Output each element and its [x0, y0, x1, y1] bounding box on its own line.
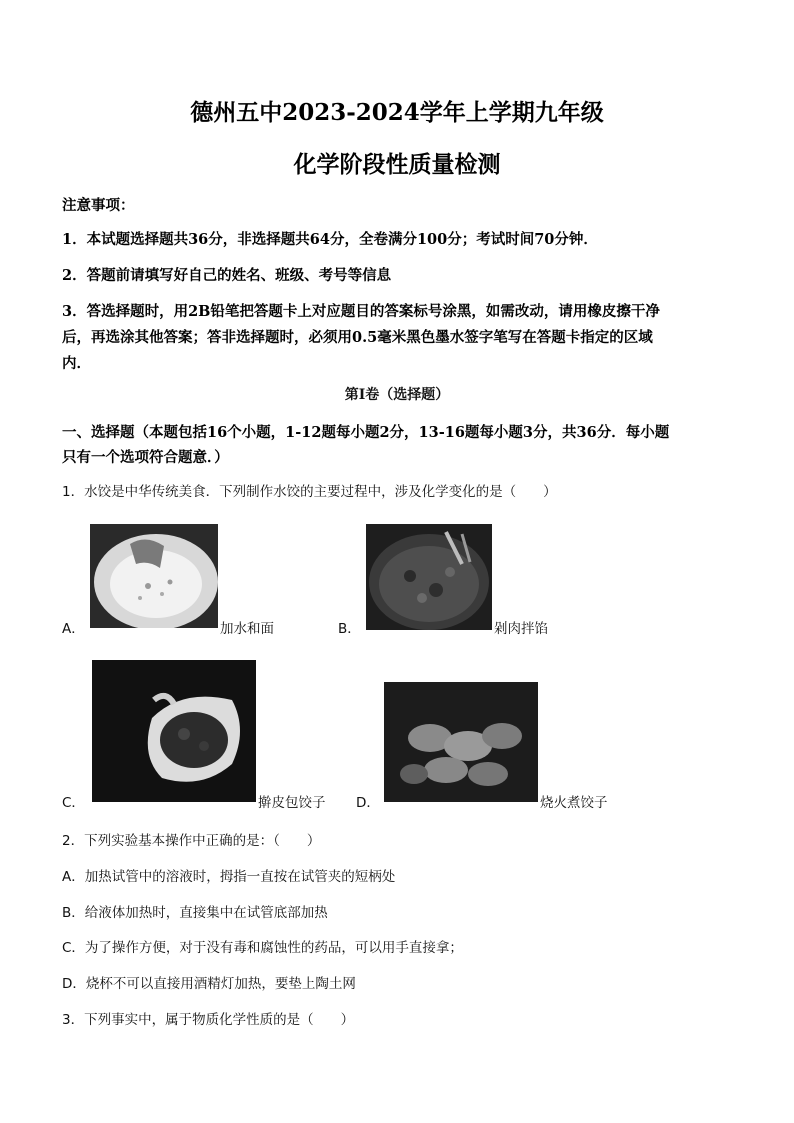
question-3-stem: 3．下列事实中，属于物质化学性质的是（ ） [62, 1012, 355, 1028]
mixing-filling-photo [366, 524, 492, 630]
option-a-letter: A． [62, 621, 85, 637]
wrapping-dumpling-photo [92, 660, 256, 802]
note-item-3-line-2: 后，再选涂其他答案；答非选择题时，必须用0.5毫米黑色墨水签字笔写在答题卡指定的区域 [62, 329, 653, 346]
exam-subtitle: 化学阶段性质量检测 [293, 151, 501, 178]
notes-heading: 注意事项： [62, 197, 135, 214]
option-c-text: 擀皮包饺子 [258, 795, 326, 811]
note-item-3-line-3: 内． [62, 355, 91, 372]
note-item-2: 2．答题前请填写好自己的姓名、班级、考号等信息 [62, 267, 392, 284]
option-a-text: 加水和面 [220, 621, 274, 637]
question-2-stem: 2．下列实验基本操作中正确的是：（ ） [62, 833, 321, 849]
question-2-option-a: A．加热试管中的溶液时，拇指一直按在试管夹的短柄处 [62, 869, 396, 885]
option-c-letter: C． [62, 795, 85, 811]
section-title: 第Ⅰ卷（选择题） [344, 387, 450, 403]
option-d-text: 烧火煮饺子 [540, 795, 608, 811]
section-instruction-line-2: 只有一个选项符合题意．） [62, 449, 229, 466]
flour-bowl-photo [90, 524, 218, 628]
question-2-option-d: D．烧杯不可以直接用酒精灯加热，要垫上陶土网 [62, 976, 356, 992]
section-instruction-line-1: 一、选择题（本题包括16个小题，1-12题每小题2分，13-16题每小题3分，共36分．每小题 [62, 424, 670, 441]
exam-title: 德州五中2023-2024学年上学期九年级 [190, 99, 604, 126]
question-2-option-b: B．给液体加热时，直接集中在试管底部加热 [62, 905, 328, 921]
note-item-1: 1．本试题选择题共36分，非选择题共64分，全卷满分100分；考试时间70分钟． [62, 231, 598, 248]
option-b-text: 剁肉拌馅 [494, 621, 548, 637]
question-1-stem: 1．水饺是中华传统美食．下列制作水饺的主要过程中，涉及化学变化的是（ ） [62, 484, 557, 500]
note-item-3-line-1: 3．答选择题时，用2B铅笔把答题卡上对应题目的答案标号涂黑，如需改动，请用橡皮擦干净 [62, 303, 660, 320]
option-b-letter: B． [338, 621, 361, 637]
option-d-letter: D． [356, 795, 380, 811]
question-2-option-c: C．为了操作方便，对于没有毒和腐蚀性的药品，可以用手直接拿； [62, 940, 463, 956]
boiling-dumplings-photo [384, 682, 538, 802]
